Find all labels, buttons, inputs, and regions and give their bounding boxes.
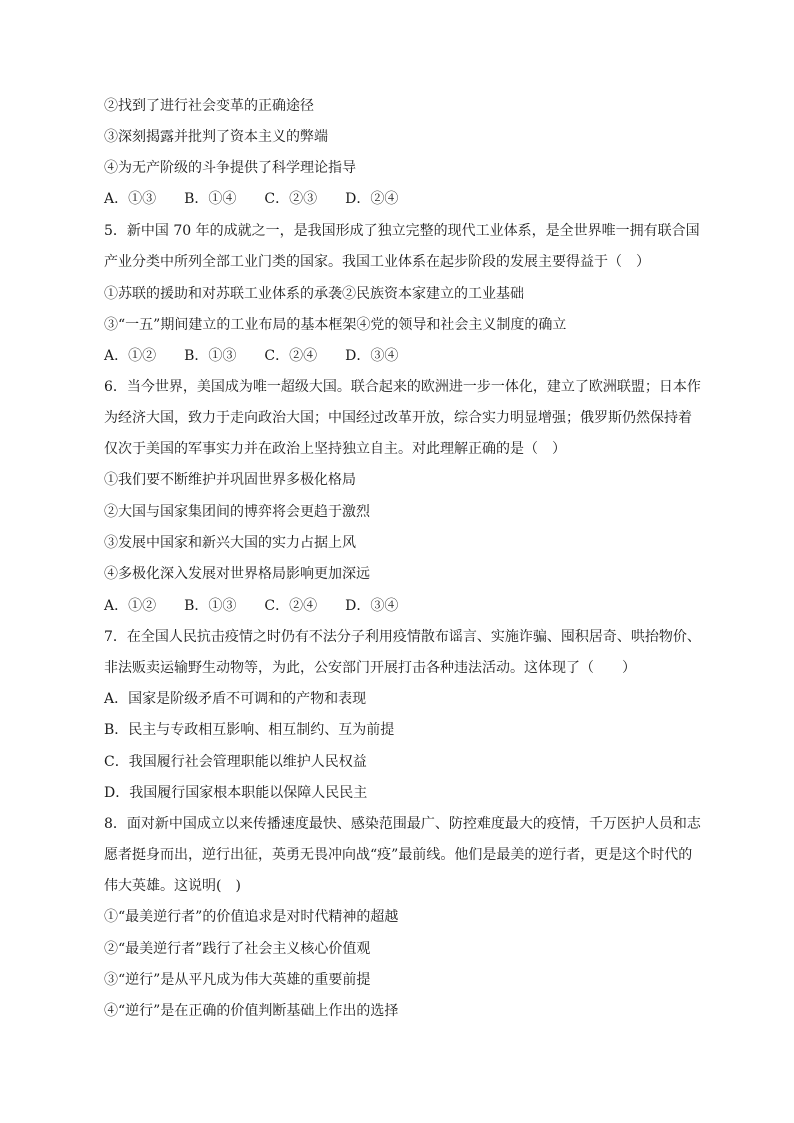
q6-item-2: ②大国与国家集团间的博弈将会更趋于激烈 [104, 504, 370, 520]
q6-item-3: ③发展中国家和新兴大国的实力占据上风 [104, 535, 356, 551]
q8-item-2: ②“最美逆行者”践行了社会主义核心价值观 [104, 941, 371, 957]
q6-item-1: ①我们要不断维护并巩固世界多极化格局 [104, 472, 356, 488]
q4-item-3: ③深刻揭露并批判了资本主义的弊端 [104, 129, 328, 145]
q8-stem-line-1: 8．面对新中国成立以来传播速度最快、感染范围最广、防控难度最大的疫情，千万医护人员和志 [104, 816, 701, 832]
q6-stem-line-1: 6．当今世界，美国成为唯一超级大国。联合起来的欧洲进一步一体化，建立了欧洲联盟；日本作 [104, 379, 701, 395]
q5-option-d: D．③④ [345, 348, 399, 364]
q6-options [104, 596, 426, 616]
q4-option-d: D．②④ [345, 191, 399, 207]
q7-stem-line-2: 非法贩卖运输野生动物等，为此，公安部门开展打击各种违法活动。这体现了（ ） [104, 660, 636, 676]
q6-option-d: D．③④ [345, 598, 399, 614]
q6-item-4: ④多极化深入发展对世界格局影响更加深远 [104, 566, 370, 582]
q5-options [104, 346, 426, 366]
q5-item-line-1: ①苏联的援助和对苏联工业体系的承袭②民族资本家建立的工业基础 [104, 286, 524, 302]
q7-stem-line-1: 7．在全国人民抗击疫情之时仍有不法分子利用疫情散布谣言、实施诈骗、囤积居奇、哄抬物价、 [104, 629, 701, 645]
q8-stem-line-3: 伟大英雄。这说明( ) [104, 878, 241, 894]
q7-choice-d: D．我国履行国家根本职能以保障人民民主 [104, 785, 368, 801]
q5-option-c: C．②④ [264, 348, 318, 364]
q4-option-c: C．②③ [264, 191, 318, 207]
q4-option-a: A．①③ [104, 191, 157, 207]
q7-choice-a: A．国家是阶级矛盾不可调和的产物和表现 [104, 691, 367, 707]
q7-choice-b: B．民主与专政相互影响、相互制约、互为前提 [104, 722, 395, 738]
q7-choice-c: C．我国履行社会管理职能以维护人民权益 [104, 754, 367, 770]
q5-item-line-2: ③“一五”期间建立的工业布局的基本框架④党的领导和社会主义制度的确立 [104, 317, 567, 333]
q4-item-2: ②找到了进行社会变革的正确途径 [104, 98, 314, 114]
q8-item-1: ①“最美逆行者”的价值追求是对时代精神的超越 [104, 909, 399, 925]
q6-stem-line-2: 为经济大国，致力于走向政治大国；中国经过改革开放，综合实力明显增强；俄罗斯仍然保持着 [104, 410, 692, 426]
q5-option-b: B．①③ [184, 348, 237, 364]
q4-options [104, 189, 426, 209]
q6-option-c: C．②④ [264, 598, 318, 614]
q5-option-a: A．①② [104, 348, 157, 364]
q4-option-b: B．①④ [184, 191, 237, 207]
q5-stem-line-1: 5．新中国 70 年的成就之一，是我国形成了独立完整的现代工业体系，是全世界唯一拥有联合国 [104, 223, 700, 239]
q5-stem-line-2: 产业分类中所列全部工业门类的国家。我国工业体系在起步阶段的发展主要得益于（ ） [104, 254, 650, 270]
q6-option-b: B．①③ [184, 598, 237, 614]
q4-item-4: ④为无产阶级的斗争提供了科学理论指导 [104, 160, 356, 176]
q8-stem-line-2: 愿者挺身而出，逆行出征，英勇无畏冲向战“疫”最前线。他们是最美的逆行者，更是这个时代的 [104, 847, 693, 863]
q6-option-a: A．①② [104, 598, 157, 614]
q8-item-4: ④“逆行”是在正确的价值判断基础上作出的选择 [104, 1003, 399, 1019]
q6-stem-line-3: 仅次于美国的军事实力并在政治上坚持独立自主。对此理解正确的是（ ） [104, 441, 566, 457]
q8-item-3: ③“逆行”是从平凡成为伟大英雄的重要前提 [104, 972, 371, 988]
